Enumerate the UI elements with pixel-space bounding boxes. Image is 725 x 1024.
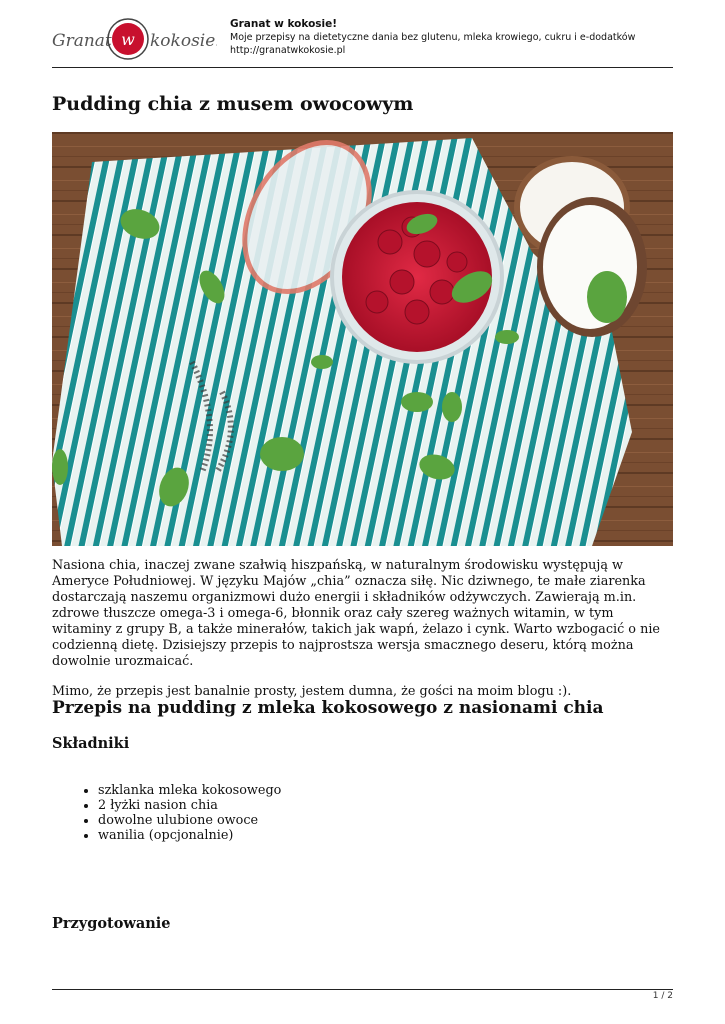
footer-divider xyxy=(52,989,673,990)
intro-paragraph: Nasiona chia, inaczej zwane szałwią hiszpańską, w naturalnym środowisku występują w Ameryce Południowej. W języku Majów „chia” oznacza siłę. Nic dziwnego, te małe ziarenka dostarczają naszemu organizmowi dużo energii i składników odżywczych. Zawierają m.in. zdrowe tłuszcze omega-3 i omega-6, błonnik oraz cały szereg ważnych witamin, w tym witaminy z grupy B, a także minerałów, takich jak wapń, żelazo i cynk. Warto wzbogacić o nie codzienną dietę. Dzisiejszy przepis to najprostsza wersja smacznego deseru, którą można dowolnie urozmaicać. xyxy=(52,558,660,669)
ingredients-list xyxy=(52,783,281,843)
header-divider xyxy=(52,67,673,68)
list-item: • wanilia (opcjonalnie) xyxy=(98,828,281,843)
site-url[interactable]: http://granatwkokosie.pl xyxy=(230,45,346,56)
list-item: • szklanka mleka kokosowego xyxy=(98,783,281,798)
logo-text-right: kokosie! xyxy=(150,31,217,51)
site-logo[interactable] xyxy=(52,16,217,62)
site-name: Granat w kokosie! xyxy=(230,18,338,30)
recipe-heading: Przepis na pudding z mleka kokosowego z nasionami chia xyxy=(52,698,604,718)
ingredients-heading: Składniki xyxy=(52,735,130,752)
list-item: • 2 łyżki nasion chia xyxy=(98,798,281,813)
logo-text-left: Granat xyxy=(52,31,112,51)
site-info xyxy=(230,17,635,57)
page-title: Pudding chia z musem owocowym xyxy=(52,93,414,115)
article-body xyxy=(52,558,673,700)
second-paragraph: Mimo, że przepis jest banalnie prosty, jestem dumna, że gości na moim blogu :). xyxy=(52,684,572,699)
hero-photo xyxy=(52,132,673,546)
site-tagline: Moje przepisy na dietetyczne dania bez glutenu, mleka krowiego, cukru i e-dodatków xyxy=(230,32,636,43)
page-number: 1 / 2 xyxy=(652,991,673,1001)
list-item: • dowolne ulubione owoce xyxy=(98,813,281,828)
logo-text-center: w xyxy=(121,30,135,49)
preparation-heading: Przygotowanie xyxy=(52,915,171,932)
